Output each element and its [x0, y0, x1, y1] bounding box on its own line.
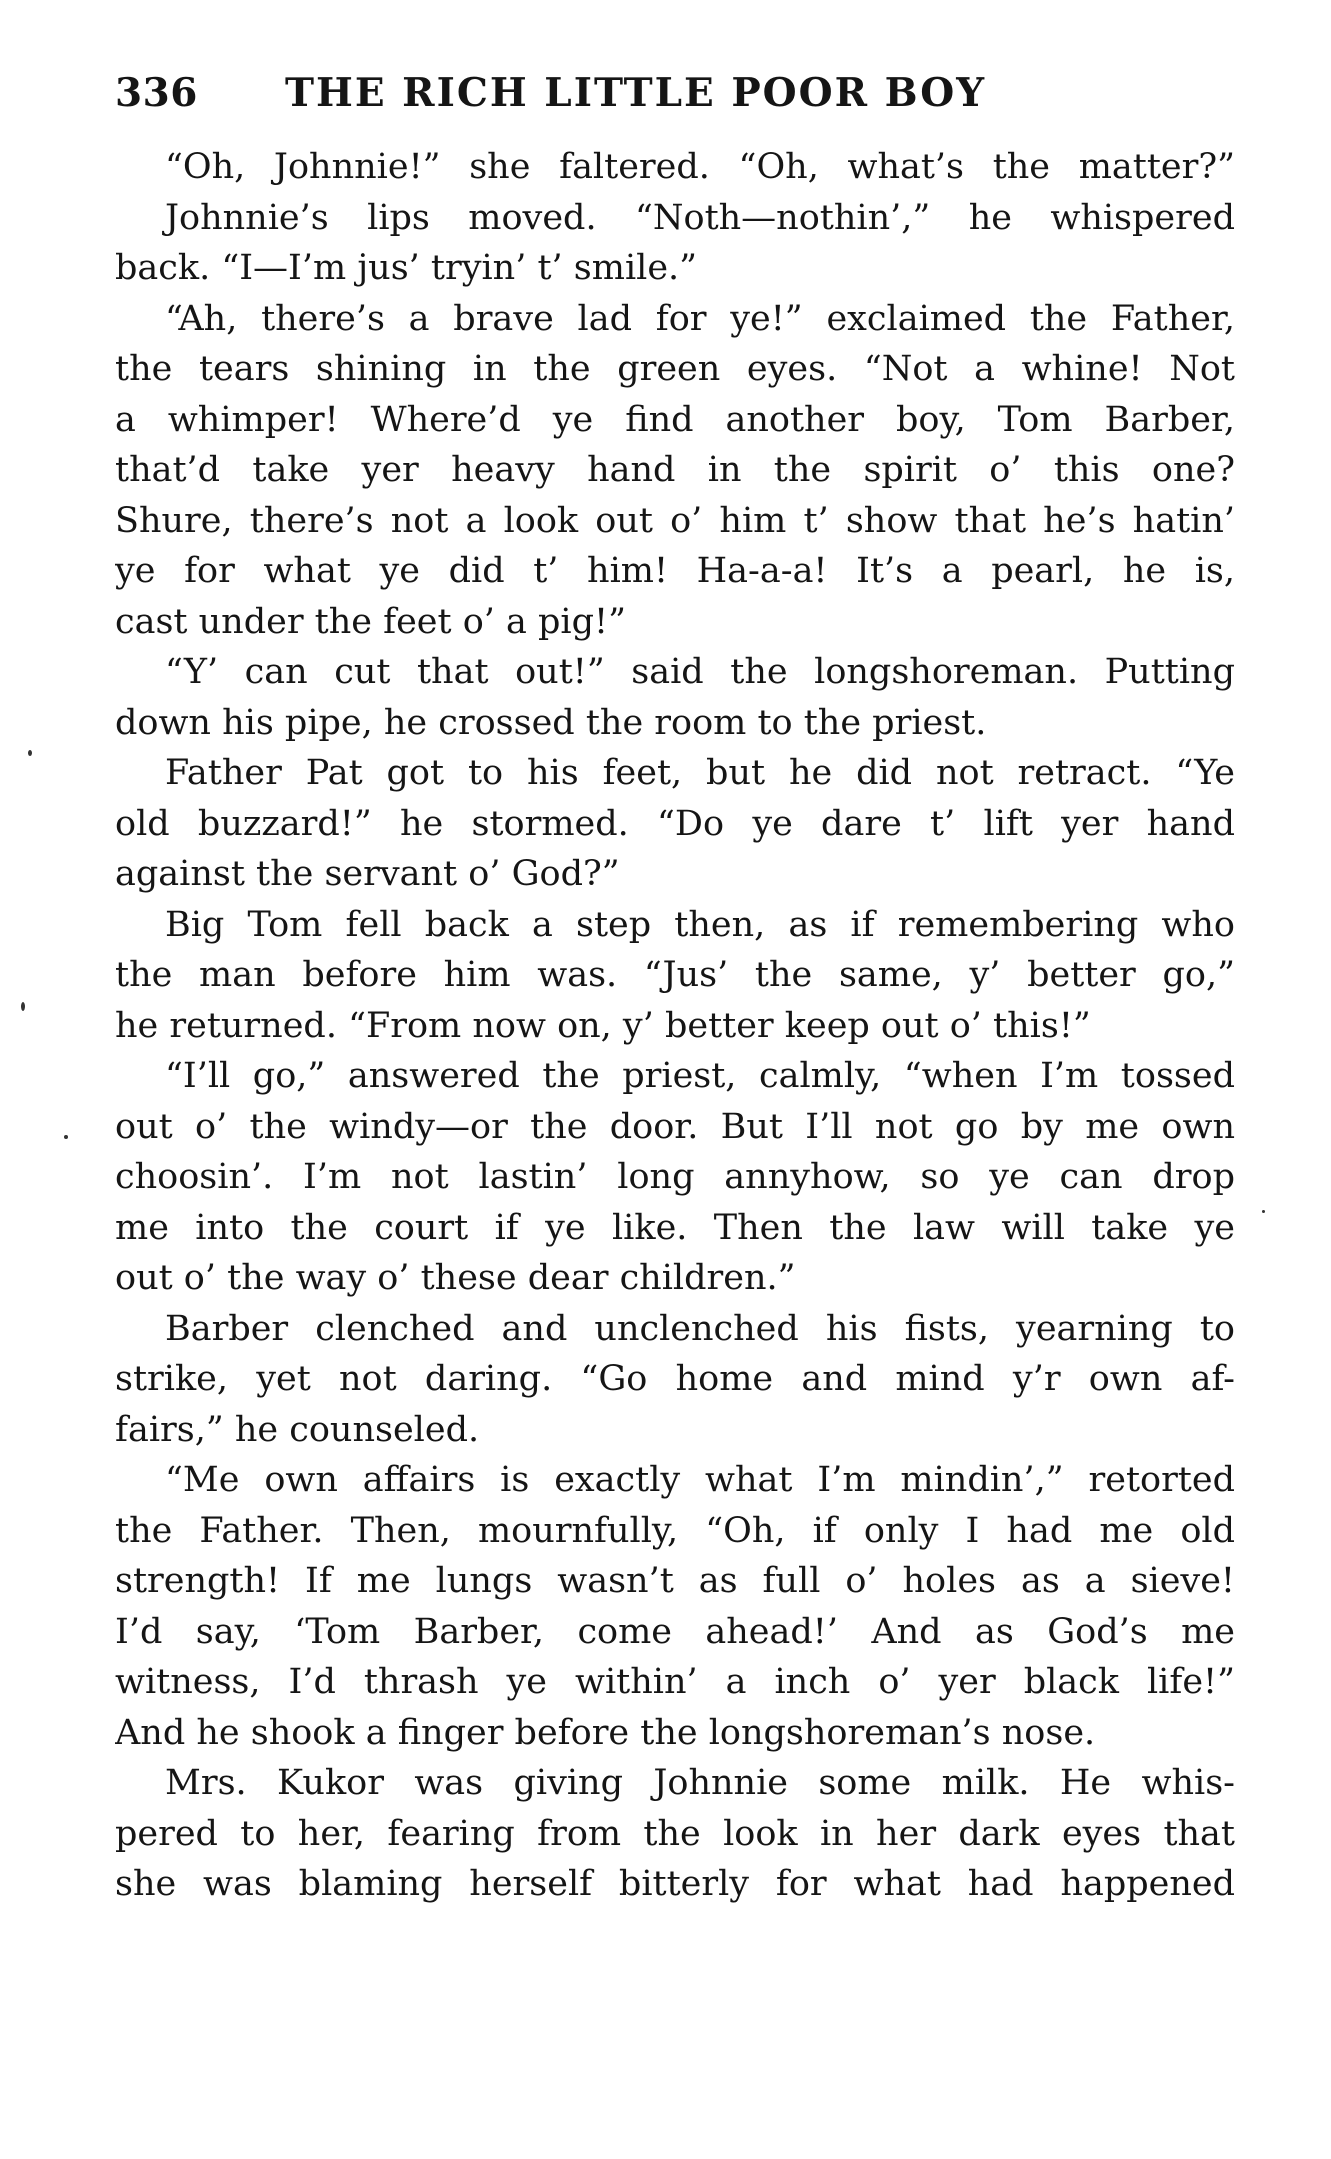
- text-line: strike, yet not daring. “Go home and mind y’r own af-: [115, 1359, 1235, 1399]
- text-line: the Father. Then, mournfully, “Oh, if only I had me old: [115, 1510, 1235, 1551]
- text-line: out o’ the way o’ these dear children.”: [115, 1258, 796, 1298]
- print-speck: [28, 750, 32, 756]
- text-line: he returned. “From now on, y’ better keep out o’ this!”: [115, 1005, 1091, 1046]
- print-speck: [21, 1002, 25, 1011]
- text-line: a whimper! Where’d ye find another boy, Tom Barber,: [115, 399, 1235, 440]
- text-line: And he shook a finger before the longshoreman’s nose.: [115, 1712, 1096, 1753]
- text-line: ye for what ye did t’ him! Ha-a-a! It’s a pearl, he is,: [115, 551, 1235, 591]
- text-line: witness, I’d thrash ye within’ a inch o’ yer black life!”: [115, 1662, 1235, 1702]
- text-line: Johnnie’s lips moved. “Noth—nothin’,” he whispered: [165, 197, 1235, 238]
- text-line: Mrs. Kukor was giving Johnnie some milk. He whis-: [165, 1763, 1235, 1803]
- running-head: [115, 62, 1235, 124]
- book-page: [115, 62, 1235, 1910]
- text-line: pered to her, fearing from the look in her dark eyes that: [115, 1813, 1235, 1854]
- text-line: out o’ the windy—or the door. But I’ll not go by me own: [115, 1106, 1235, 1147]
- text-line: choosin’. I’m not lastin’ long annyhow, so ye can drop: [115, 1157, 1235, 1197]
- body-text: [115, 142, 1235, 1910]
- text-line: cast under the feet o’ a pig!”: [115, 601, 626, 642]
- text-line: strength! If me lungs wasn’t as full o’ holes as a sieve!: [115, 1561, 1235, 1601]
- text-line: back. “I—I’m jus’ tryin’ t’ smile.”: [115, 248, 698, 288]
- book-title: THE RICH LITTLE POOR BOY: [285, 70, 987, 116]
- text-line: “I’ll go,” answered the priest, calmly, “when I’m tossed: [165, 1056, 1235, 1096]
- text-line: down his pipe, he crossed the room to the priest.: [115, 702, 987, 743]
- text-line: Shure, there’s not a look out o’ him t’ show that he’s hatin’: [115, 500, 1235, 541]
- print-speck: [64, 1135, 68, 1139]
- text-line: “Me own affairs is exactly what I’m mindin’,” retorted: [165, 1460, 1235, 1500]
- text-line: the man before him was. “Jus’ the same, y’ better go,”: [115, 955, 1235, 995]
- text-line: “Y’ can cut that out!” said the longshoreman. Putting: [165, 652, 1235, 692]
- text-line: the tears shining in the green eyes. “Not a whine! Not: [115, 349, 1235, 389]
- text-line: fairs,” he counseled.: [115, 1409, 480, 1450]
- text-line: I’d say, ‘Tom Barber, come ahead!’ And as God’s me: [115, 1611, 1235, 1652]
- text-line: Barber clenched and unclenched his fists, yearning to: [165, 1308, 1235, 1349]
- text-line: she was blaming herself bitterly for what had happened: [115, 1864, 1235, 1904]
- text-line: Father Pat got to his feet, but he did not retract. “Ye: [165, 753, 1235, 793]
- print-speck: [1262, 1210, 1265, 1213]
- text-line: that’d take yer heavy hand in the spirit o’ this one?: [115, 450, 1235, 490]
- text-line: “Ah, there’s a brave lad for ye!” exclaimed the Father,: [165, 298, 1235, 339]
- text-line: me into the court if ye like. Then the law will take ye: [115, 1207, 1235, 1248]
- text-line: “Oh, Johnnie!” she faltered. “Oh, what’s the matter?”: [165, 147, 1235, 187]
- text-line: Big Tom fell back a step then, as if remembering who: [165, 904, 1235, 945]
- text-line: against the servant o’ God?”: [115, 854, 620, 894]
- page-number: 336: [115, 70, 198, 116]
- text-line: old buzzard!” he stormed. “Do ye dare t’ lift yer hand: [115, 803, 1235, 844]
